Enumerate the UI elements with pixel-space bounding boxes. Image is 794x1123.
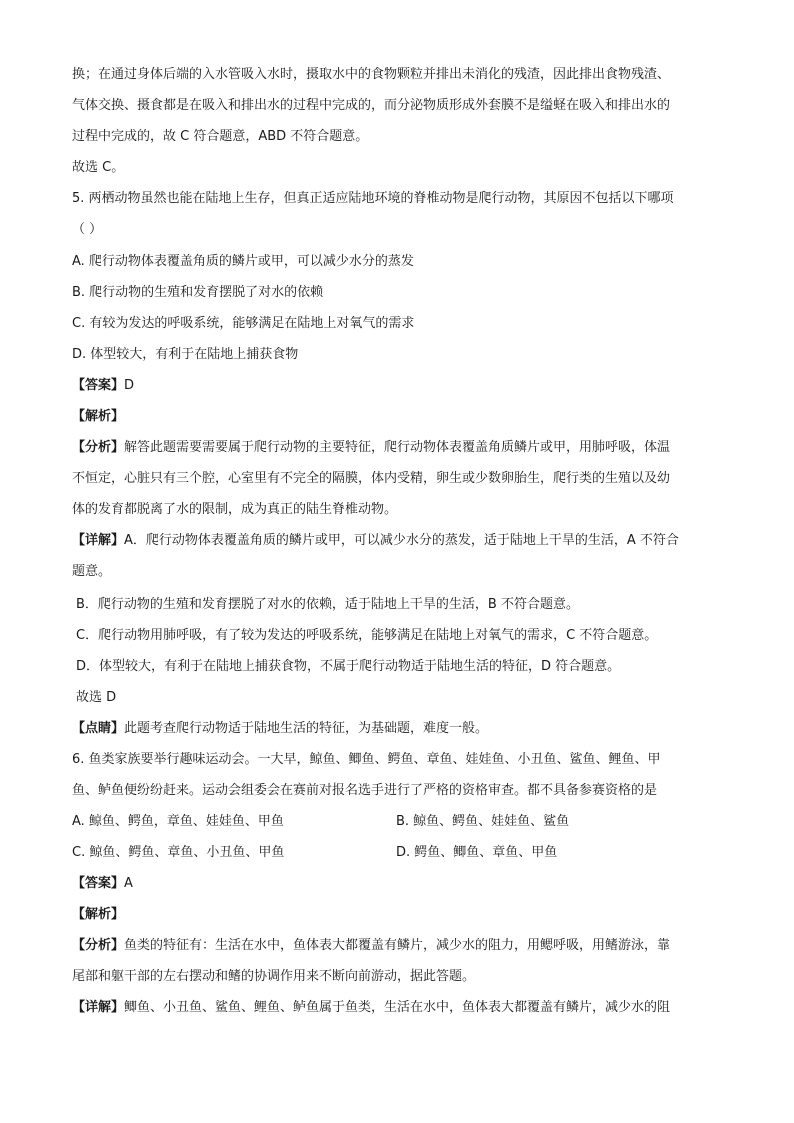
question-5-option-d: D. 体型较大，有利于在陆地上捕获食物 xyxy=(72,347,299,362)
answer-value: A xyxy=(124,876,133,891)
question-6-option-a: A. 鲸鱼、鳄鱼，章鱼、娃娃鱼、甲鱼 xyxy=(72,814,284,829)
answer-value: D xyxy=(124,378,135,393)
detail-line xyxy=(72,999,722,1017)
answer-line xyxy=(72,377,722,395)
question-6-options-row xyxy=(72,813,722,831)
text-line: 气体交换、摄食都是在吸入和排出水的过程中完成的，而分泌物质形成外套膜不是缢蛏在吸入和排出水的 xyxy=(72,98,671,113)
text-line: 过程中完成的，故 C 符合题意，ABD 不符合题意。 xyxy=(72,129,369,144)
comment-text: 此题考查爬行动物适于陆地生活的特征，为基础题，难度一般。 xyxy=(124,721,489,736)
text-line: 换；在通过身体后端的入水管吸入水时，摄取水中的食物颗粒并排出未消化的残渣，因此排出食物残渣、 xyxy=(72,67,671,82)
question-5-blank: （ ） xyxy=(72,222,103,237)
text-line: C．爬行动物用肺呼吸，有了较为发达的呼吸系统，能够满足在陆地上对氧气的需求，C 不符合题意。 xyxy=(76,628,658,643)
analysis-text: 鱼类的特征有：生活在水中，鱼体表大都覆盖有鳞片，减少水的阻力，用鳃呼吸，用鳍游泳，靠 xyxy=(124,938,671,953)
question-6-options-row xyxy=(72,844,722,862)
question-5-stem: 5. 两栖动物虽然也能在陆地上生存，但真正适应陆地环境的脊椎动物是爬行动物，其原因不包括以下哪项 xyxy=(72,191,674,206)
answer-tag: 【答案】 xyxy=(72,378,125,393)
analysis-line xyxy=(72,937,722,955)
question-6-option-c: C. 鲸鱼、鳄鱼、章鱼、小丑鱼、甲鱼 xyxy=(72,845,285,860)
question-6-option-d: D. 鳄鱼、鲫鱼、章鱼、甲鱼 xyxy=(396,845,558,860)
answer-tag: 【答案】 xyxy=(72,876,125,891)
detail-tag: 【详解】 xyxy=(72,1000,125,1015)
text-line: 不恒定，心脏只有三个腔，心室里有不完全的隔膜，体内受精，卵生或少数卵胎生，爬行类的生殖以及幼 xyxy=(72,471,671,486)
text-line: 题意。 xyxy=(72,564,112,579)
analysis-heading: 【解析】 xyxy=(72,907,125,922)
text-line: 故选 D xyxy=(76,690,117,705)
text-line: 故选 C。 xyxy=(72,160,125,175)
analysis-tag: 【分析】 xyxy=(72,440,125,455)
text-line: 体的发育都脱离了水的限制，成为真正的陆生脊椎动物。 xyxy=(72,502,398,517)
comment-tag: 【点睛】 xyxy=(72,721,125,736)
text-line: D．体型较大，有利于在陆地上捕获食物，不属于爬行动物适于陆地生活的特征，D 符合题意。 xyxy=(76,659,621,674)
question-5-option-c: C. 有较为发达的呼吸系统，能够满足在陆地上对氧气的需求 xyxy=(72,316,415,331)
question-6-option-b: B. 鲸鱼、鳄鱼、娃娃鱼、鲨鱼 xyxy=(396,814,570,829)
detail-text: 鲫鱼、小丑鱼、鲨鱼、鲤鱼、鲈鱼属于鱼类，生活在水中，鱼体表大都覆盖有鳞片，减少水的阻 xyxy=(124,1000,671,1015)
comment-line xyxy=(72,720,722,738)
analysis-line xyxy=(72,439,722,457)
analysis-text: 解答此题需要需要属于爬行动物的主要特征，爬行动物体表覆盖角质鳞片或甲，用肺呼吸，体温 xyxy=(124,440,671,455)
analysis-heading: 【解析】 xyxy=(72,409,125,424)
text-line: 尾部和躯干部的左右摆动和鳍的协调作用来不断向前游动，据此答题。 xyxy=(72,969,476,984)
detail-text: A．爬行动物体表覆盖角质的鳞片或甲，可以减少水分的蒸发，适于陆地上干旱的生活，A 不符合 xyxy=(124,533,679,548)
answer-line xyxy=(72,875,722,893)
question-5-option-b: B. 爬行动物的生殖和发育摆脱了对水的依赖 xyxy=(72,285,324,300)
question-5-option-a: A. 爬行动物体表覆盖角质的鳞片或甲，可以减少水分的蒸发 xyxy=(72,254,414,269)
analysis-tag: 【分析】 xyxy=(72,938,125,953)
question-6-stem-cont: 鱼、鲈鱼便纷纷赶来。运动会组委会在赛前对报名选手进行了严格的资格审查。都不具备参赛资格的是 xyxy=(72,783,658,798)
detail-tag: 【详解】 xyxy=(72,533,125,548)
question-6-stem: 6. 鱼类家族要举行趣味运动会。一大早，鲸鱼、鲫鱼、鳄鱼、章鱼、娃娃鱼、小丑鱼、鲨鱼、鲤鱼、甲 xyxy=(72,752,661,767)
detail-line xyxy=(72,532,722,550)
text-line: B．爬行动物的生殖和发育摆脱了对水的依赖，适于陆地上干旱的生活，B 不符合题意。 xyxy=(76,597,579,612)
